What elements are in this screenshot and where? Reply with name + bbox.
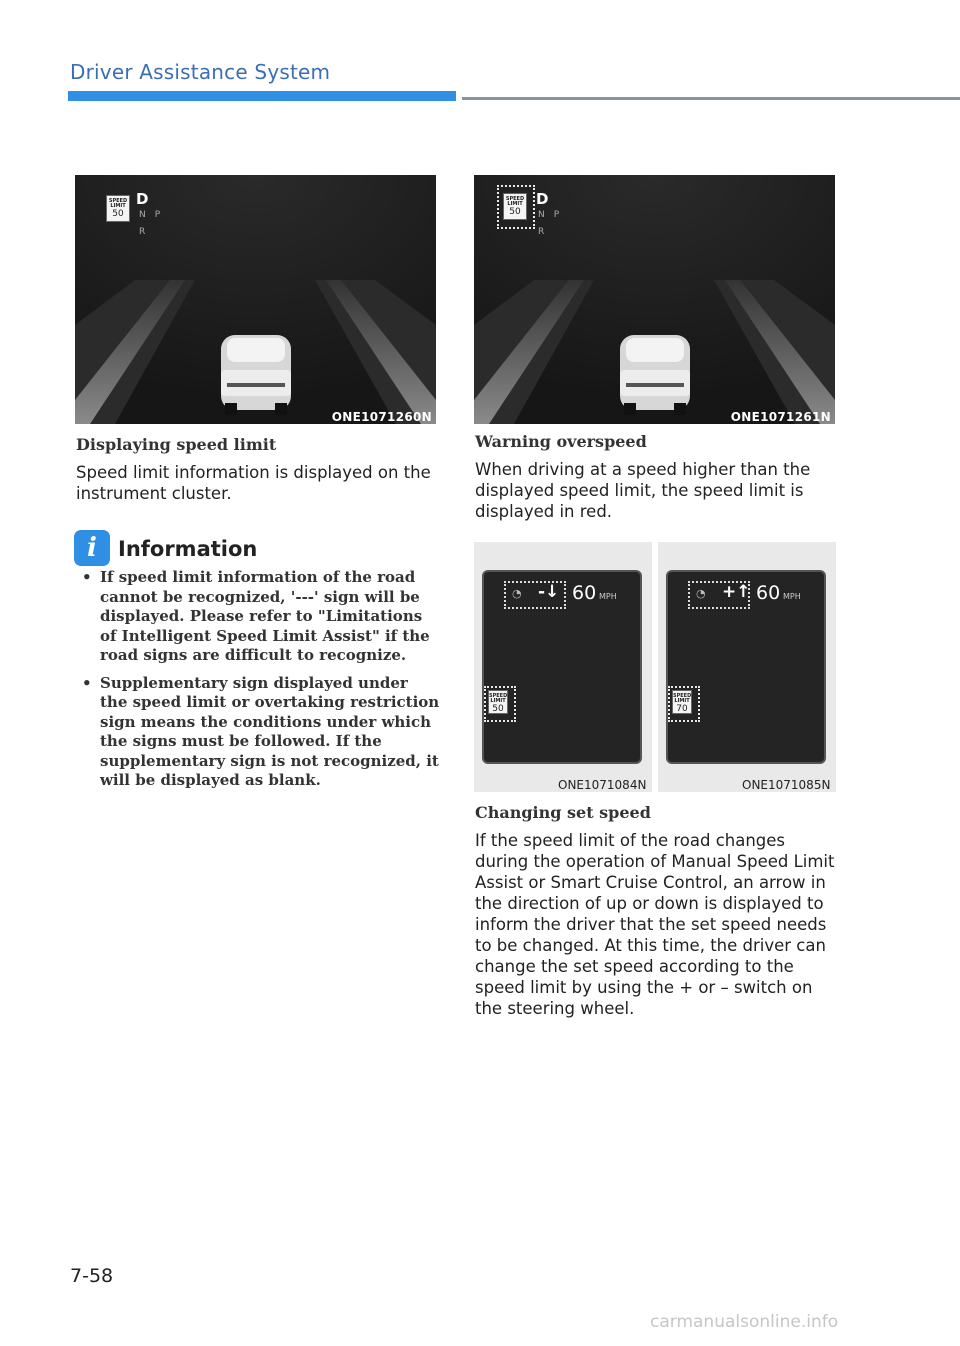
figure-set-speed-decrease [474,542,652,792]
figure-code: ONE1071261N [730,410,831,424]
information-bullet-list [78,568,440,799]
header-rule-blue [68,91,456,101]
speed-limit-sign: SPEED LIMIT 50 [106,195,130,222]
gear-indicator-d: D [136,190,149,208]
info-icon: i [74,530,110,566]
heading-displaying-speed-limit: Displaying speed limit [76,435,277,454]
figure-code: ONE1071084N [558,778,647,792]
watermark: carmanualsonline.info [650,1312,839,1332]
paragraph-displaying-speed-limit: Speed limit information is displayed on the instrument cluster. [76,463,431,503]
arrow-down-icon: -↓ [538,582,560,602]
set-speed-unit: MPH [783,592,801,601]
section-title: Driver Assistance System [70,60,331,84]
list-item: • If speed limit information of the road cannot be recognized, '---' sign will be displayed. Please refer to "Limitations of Intelligent Speed Limit Assist" if the road signs are difficult to recognize. [78,568,440,666]
figure-cluster-speed-limit [75,175,436,424]
speed-limit-sign: SPEED LIMIT 50 [503,193,527,220]
gear-indicator-d: D [536,190,549,208]
heading-changing-set-speed: Changing set speed [475,803,651,822]
paragraph-warning-overspeed: When driving at a speed higher than the displayed speed limit, the speed limit is displayed in red. [475,460,811,521]
set-speed-unit: MPH [599,592,617,601]
gear-indicator-np: NP [139,210,170,220]
figure-set-speed-increase [658,542,836,792]
set-speed-value: 60 [756,582,781,604]
header-rule-gray [462,97,960,100]
heading-warning-overspeed: Warning overspeed [475,432,647,451]
gear-indicator-r: R [139,227,146,237]
list-item: • Supplementary sign displayed under the speed limit or overtaking restriction sign means the conditions under which the signs must be followed. If the supplementary sign is not recognized, it will be displayed as blank. [78,674,440,791]
figure-cluster-overspeed [474,175,835,424]
paragraph-changing-set-speed: If the speed limit of the road changes during the operation of Manual Speed Limit Assist or Smart Cruise Control, an arrow in the direction of up or down is displayed to inform the driver that the set speed needs to be changed. At this time, the driver can change the set speed according to the speed limit by using the + or – switch on the steering wheel. [475,831,835,1018]
gear-indicator-np: NP [538,210,569,220]
figure-code: ONE1071085N [742,778,831,792]
gear-indicator-r: R [538,227,545,237]
arrow-up-icon: +↑ [722,582,751,602]
set-speed-value: 60 [572,582,597,604]
speed-limit-sign: SPEED LIMIT 70 [672,690,692,714]
figure-code: ONE1071260N [331,410,432,424]
cruise-gauge-icon: ◔ [512,587,522,600]
cruise-gauge-icon: ◔ [696,587,706,600]
speed-limit-sign: SPEED LIMIT 50 [488,690,508,714]
page-number: 7-58 [70,1265,114,1287]
information-title: Information [118,537,258,561]
